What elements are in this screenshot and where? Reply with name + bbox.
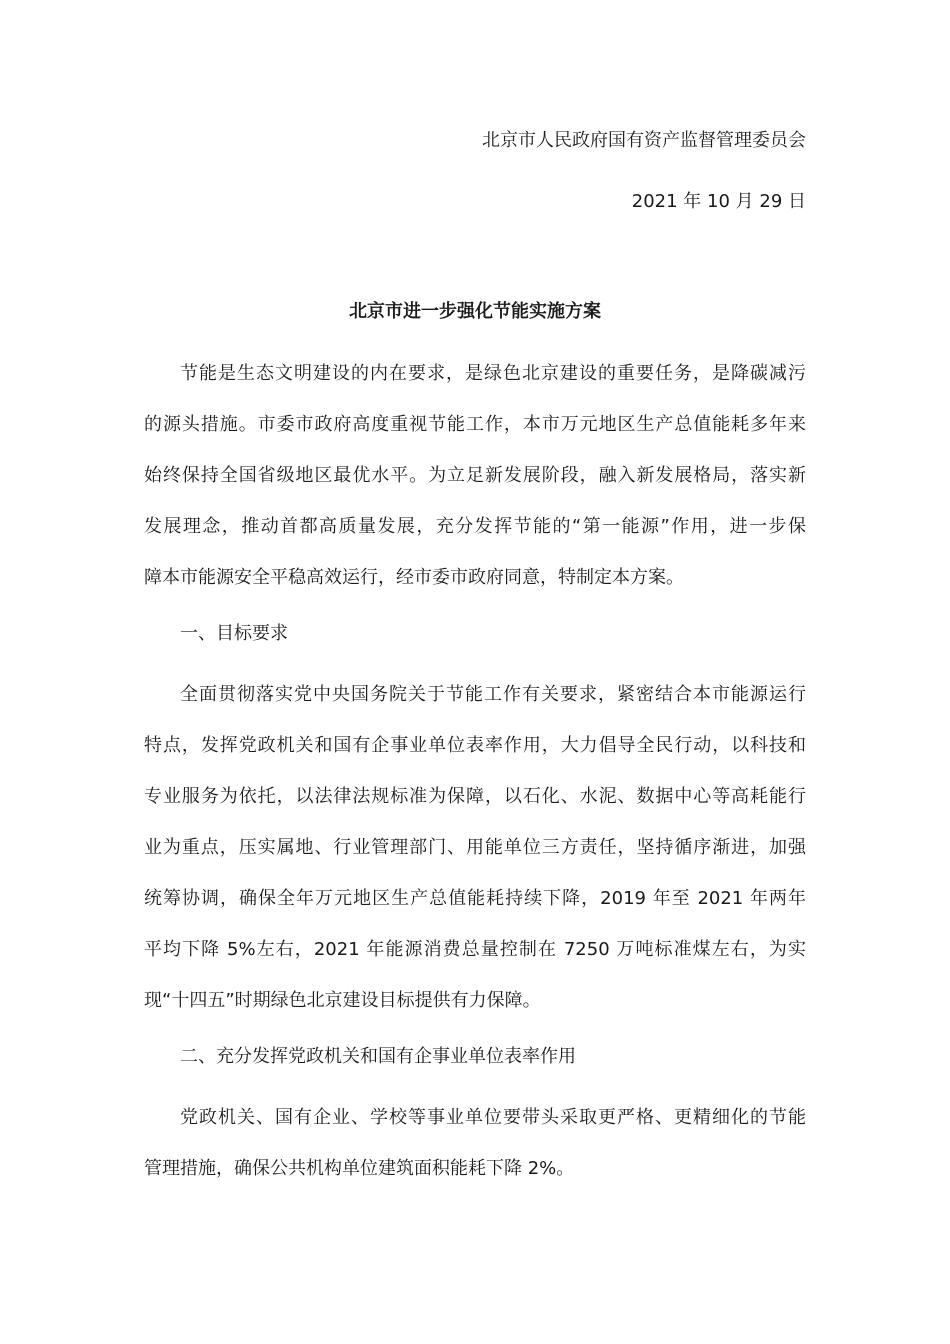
section1-paragraph <box>144 682 806 1039</box>
paragraph-line: 节能是生态文明建设的内在要求，是绿色北京建设的重要任务，是降碳减污 <box>180 363 806 384</box>
paragraph-line: 现“十四五”时期绿色北京建设目标提供有力保障。 <box>144 990 541 1011</box>
paragraph-line: 统筹协调，确保全年万元地区生产总值能耗持续下降，2019 年至 2021 年两年 <box>144 888 806 909</box>
document-title: 北京市进一步强化节能实施方案 <box>349 301 601 322</box>
paragraph-line: 党政机关、国有企业、学校等事业单位要带头采取更严格、更精细化的节能 <box>180 1107 806 1128</box>
paragraph-line: 业为重点，压实属地、行业管理部门、用能单位三方责任，坚持循序渐进，加强 <box>144 837 806 858</box>
section-heading-2: 二、充分发挥党政机关和国有企事业单位表率作用 <box>180 1046 576 1067</box>
issue-date: 2021 年 10 月 29 日 <box>631 191 806 212</box>
paragraph-line: 的源头措施。市委市政府高度重视节能工作，本市万元地区生产总值能耗多年来 <box>144 414 806 435</box>
paragraph-line: 全面贯彻落实党中央国务院关于节能工作有关要求，紧密结合本市能源运行 <box>180 684 806 705</box>
paragraph-line: 平均下降 5%左右，2021 年能源消费总量控制在 7250 万吨标准煤左右，为实 <box>144 939 806 960</box>
paragraph-line: 管理措施，确保公共机构单位建筑面积能耗下降 2%。 <box>144 1158 575 1179</box>
paragraph-line: 始终保持全国省级地区最优水平。为立足新发展阶段，融入新发展格局，落实新 <box>144 465 806 486</box>
paragraph-line: 专业服务为依托，以法律法规标准为保障，以石化、水泥、数据中心等高耗能行 <box>144 786 806 807</box>
paragraph-line: 发展理念，推动首都高质量发展，充分发挥节能的“第一能源”作用，进一步保 <box>144 516 806 537</box>
section2-paragraph <box>144 1105 806 1207</box>
paragraph-line: 特点，发挥党政机关和国有企事业单位表率作用，大力倡导全民行动，以科技和 <box>144 735 806 756</box>
section-heading-1: 一、目标要求 <box>180 623 288 644</box>
issuer-name: 北京市人民政府国有资产监督管理委员会 <box>482 130 806 151</box>
paragraph-line: 障本市能源安全平稳高效运行，经市委市政府同意，特制定本方案。 <box>144 567 684 588</box>
document-page <box>144 0 806 1344</box>
intro-paragraph <box>144 361 806 616</box>
